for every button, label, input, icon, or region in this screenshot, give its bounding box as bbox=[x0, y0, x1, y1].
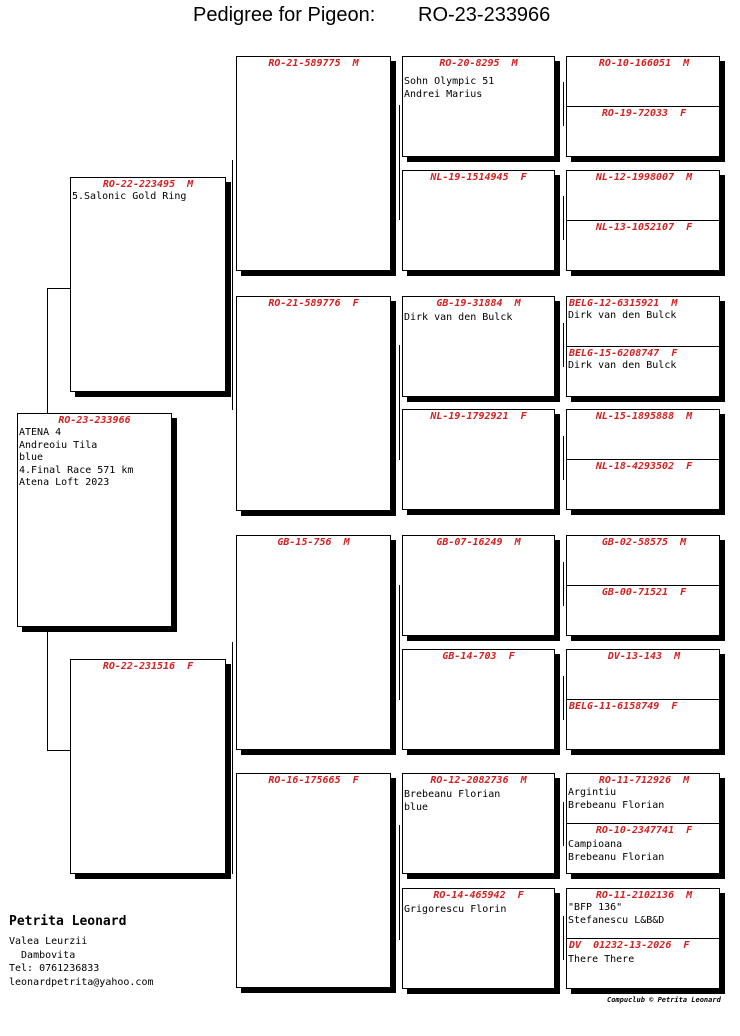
ring-number: RO-11-2102136 M bbox=[595, 890, 693, 901]
ring-number: BELG-11-6158749 F bbox=[569, 701, 678, 712]
ggp-sdd-card bbox=[402, 409, 555, 510]
ggp-dsd-card bbox=[402, 649, 555, 750]
pigeon-note: Campioana bbox=[568, 839, 623, 850]
gen5-b1 bbox=[567, 171, 720, 222]
owner-line: Brebeanu Florian bbox=[568, 799, 665, 811]
connector bbox=[232, 642, 233, 874]
connector bbox=[563, 562, 564, 606]
result-line: 4.Final Race 571 km bbox=[19, 464, 134, 476]
title-ring: RO-23-233966 bbox=[418, 4, 551, 26]
ring-number: RO-14-465942 F bbox=[433, 890, 524, 901]
pigeon-note: Argintiu bbox=[568, 787, 617, 798]
ring-number: GB-02-58575 M bbox=[601, 537, 687, 548]
footer-credit: Compuclub © Petrita Leonard bbox=[607, 996, 721, 1004]
gen5-h1 bbox=[567, 889, 720, 940]
ring-number: RO-21-589776 F bbox=[268, 298, 359, 309]
ring-number: NL-19-1792921 F bbox=[430, 411, 527, 422]
connector bbox=[47, 288, 71, 289]
connector bbox=[399, 825, 400, 940]
ring-number: GB-15-756 M bbox=[277, 537, 350, 548]
gen5-b2 bbox=[567, 221, 720, 271]
grandsire-ds-card bbox=[236, 535, 391, 750]
connector bbox=[563, 802, 564, 846]
subject-card bbox=[17, 413, 172, 627]
owner-line: Dirk van den Bulck bbox=[568, 310, 677, 321]
gen5-e1 bbox=[567, 536, 720, 587]
ring-number: GB-14-703 F bbox=[442, 651, 515, 662]
pigeon-name: ATENA 4 bbox=[19, 427, 62, 438]
ggp-ddd-card bbox=[402, 888, 555, 989]
ring-number: DV 01232-13-2026 F bbox=[569, 940, 690, 951]
ggp-dds-card bbox=[402, 773, 555, 874]
connector bbox=[399, 585, 400, 700]
ring-number: RO-12-2082736 M bbox=[430, 775, 527, 786]
page-title bbox=[0, 4, 740, 28]
connector bbox=[47, 750, 71, 751]
owner-line: Stefanescu L&B&D bbox=[568, 914, 665, 926]
ring-number: GB-19-31884 M bbox=[436, 298, 521, 309]
gen5-d1 bbox=[567, 410, 720, 461]
gen5-f-card bbox=[566, 649, 720, 750]
gen5-g-card bbox=[566, 773, 720, 874]
owner-line: Andrei Marius bbox=[404, 88, 483, 100]
gen5-h-card bbox=[566, 888, 720, 989]
owner-line: Brebeanu Florian bbox=[568, 851, 665, 863]
gen5-f1 bbox=[567, 650, 720, 701]
gen5-e-card bbox=[566, 535, 720, 636]
ring-number: BELG-12-6315921 M bbox=[569, 298, 678, 309]
owner-line: Grigorescu Florin bbox=[404, 904, 507, 915]
ring-number: GB-07-16249 M bbox=[436, 537, 521, 548]
ggp-sds-card bbox=[402, 296, 555, 397]
connector bbox=[563, 436, 564, 480]
ring-number: RO-22-223495 M bbox=[102, 179, 194, 190]
gen5-b-card bbox=[566, 170, 720, 271]
ring-number: NL-15-1895888 M bbox=[595, 411, 693, 422]
granddam-sd-card bbox=[236, 296, 391, 511]
gen5-h2 bbox=[567, 939, 720, 989]
pigeon-note: 5.Salonic Gold Ring bbox=[72, 191, 187, 202]
ring-number: RO-20-8295 M bbox=[439, 58, 518, 69]
owner-line: Dirk van den Bulck bbox=[404, 312, 513, 323]
connector bbox=[399, 345, 400, 460]
breeder-name: Petrita Leonard bbox=[9, 914, 127, 929]
gen5-c2 bbox=[567, 347, 720, 397]
breeder-info bbox=[9, 913, 229, 989]
ring-number: NL-18-4293502 F bbox=[595, 461, 693, 472]
pigeon-note: Sohn Olympic 51 bbox=[404, 76, 495, 87]
connector bbox=[563, 323, 564, 367]
title-label: Pedigree for Pigeon: bbox=[193, 4, 376, 26]
dam-card bbox=[70, 659, 226, 874]
owner-line: Dirk van den Bulck bbox=[568, 360, 677, 371]
ggp-ssd-card bbox=[402, 170, 555, 271]
ring-number: NL-13-1052107 F bbox=[595, 222, 693, 233]
connector bbox=[563, 196, 564, 240]
grandsire-ss-card bbox=[236, 56, 391, 271]
color-line: blue bbox=[404, 801, 429, 813]
gen5-g1 bbox=[567, 774, 720, 825]
ring-number: RO-23-233966 bbox=[58, 415, 131, 426]
connector bbox=[232, 160, 233, 410]
breeder-email[interactable]: leonardpetrita@yahoo.com bbox=[9, 976, 154, 988]
ring-number: RO-11-712926 M bbox=[598, 775, 690, 786]
ring-number: RO-19-72033 F bbox=[601, 108, 687, 119]
breeder-locality: Valea Leurzii bbox=[9, 936, 88, 947]
connector bbox=[399, 105, 400, 220]
gen5-c1 bbox=[567, 297, 720, 348]
gen5-a-card bbox=[566, 56, 720, 157]
owner-line: Andreoiu Tila bbox=[19, 439, 98, 451]
sire-card bbox=[70, 177, 226, 392]
ring-number: RO-22-231516 F bbox=[102, 661, 194, 672]
ring-number: RO-10-2347741 F bbox=[595, 825, 693, 836]
ring-number: NL-19-1514945 F bbox=[430, 172, 527, 183]
connector bbox=[563, 82, 564, 126]
owner-line: Brebeanu Florian bbox=[404, 789, 501, 800]
gen5-e2 bbox=[567, 586, 720, 636]
gen5-a1 bbox=[567, 57, 720, 108]
gen5-f2 bbox=[567, 700, 720, 750]
gen5-a2 bbox=[567, 107, 720, 157]
granddam-dd-card bbox=[236, 773, 391, 988]
connector bbox=[563, 676, 564, 720]
color-line: blue bbox=[19, 452, 44, 463]
breeder-phone: Tel: 0761236833 bbox=[9, 963, 100, 974]
pigeon-note: "BFP 136" bbox=[568, 902, 623, 913]
ring-number: RO-16-175665 F bbox=[268, 775, 359, 786]
ring-number: NL-12-1998007 M bbox=[595, 172, 693, 183]
ggp-sss-card bbox=[402, 56, 555, 157]
breeder-county: Dambovita bbox=[9, 949, 76, 961]
ring-number: BELG-15-6208747 F bbox=[569, 348, 678, 359]
connector bbox=[563, 916, 564, 960]
gen5-g2 bbox=[567, 824, 720, 874]
ring-number: GB-00-71521 F bbox=[601, 587, 687, 598]
owner-line: There There bbox=[568, 954, 635, 965]
ring-number: RO-21-589775 M bbox=[268, 58, 359, 69]
loft-line: Atena Loft 2023 bbox=[19, 477, 110, 488]
ring-number: RO-10-166051 M bbox=[598, 58, 690, 69]
ring-number: DV-13-143 M bbox=[607, 651, 681, 662]
ggp-dss-card bbox=[402, 535, 555, 636]
gen5-d-card bbox=[566, 409, 720, 510]
gen5-c-card bbox=[566, 296, 720, 397]
gen5-d2 bbox=[567, 460, 720, 510]
